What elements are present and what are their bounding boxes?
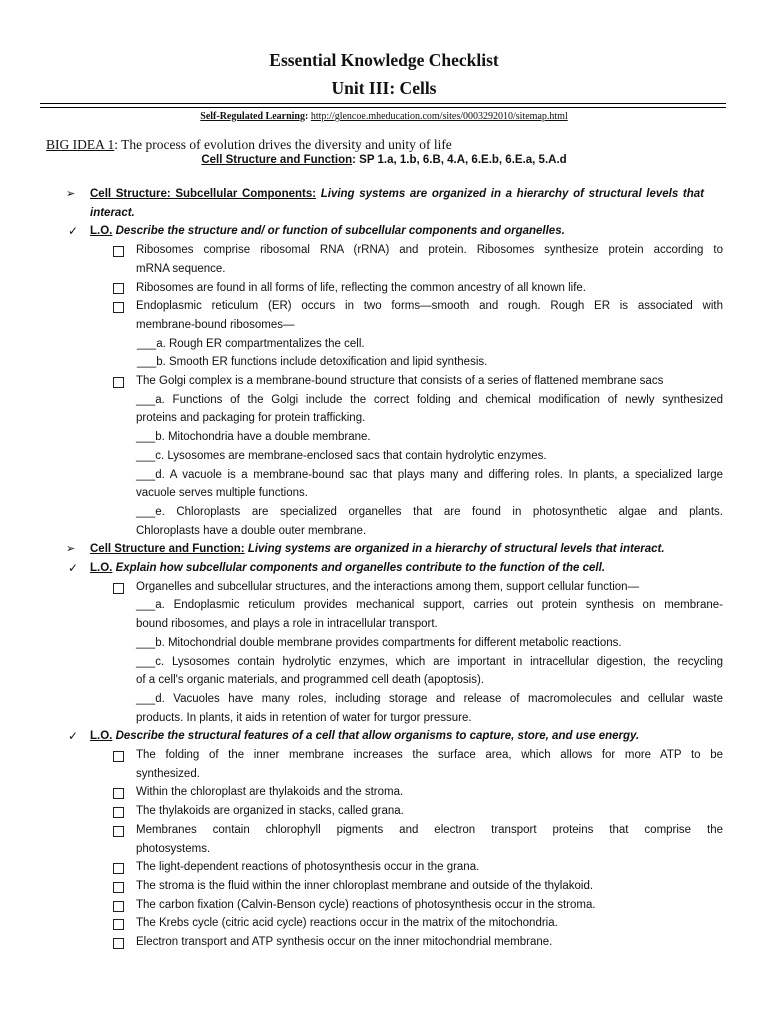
checkbox[interactable] bbox=[113, 882, 124, 893]
sub-item: ___c. Lysosomes contain hydrolytic enzymes, which are important in intracellular digestion, the recycling bbox=[136, 655, 723, 668]
learning-objective-1: L.O. Describe the structure and/ or function of subcellular components and organelles. bbox=[90, 225, 565, 238]
subheading-text: : SP 1.a, 1.b, 6.B, 4.A, 6.E.b, 6.E.a, 5.A.d bbox=[352, 154, 567, 166]
checkbox[interactable] bbox=[113, 938, 124, 949]
checkbox[interactable] bbox=[113, 246, 124, 257]
page-title: Essential Knowledge Checklist bbox=[269, 50, 499, 70]
check-icon: ✓ bbox=[68, 561, 79, 575]
sub-item: ___b. Mitochondria have a double membrane. bbox=[136, 431, 371, 444]
section-heading-function: Cell Structure and Function: Living systems are organized in a hierarchy of structural levels that interact. bbox=[90, 543, 665, 556]
list-item: Within the chloroplast are thylakoids and the stroma. bbox=[136, 786, 404, 799]
checkbox[interactable] bbox=[113, 283, 124, 294]
list-item: The light-dependent reactions of photosynthesis occur in the grana. bbox=[136, 861, 480, 874]
sub-item-cont: vacuole serves multiple functions. bbox=[136, 487, 308, 500]
learning-objective-3: L.O. Describe the structural features of a cell that allow organisms to capture, store, and use energy. bbox=[90, 730, 640, 743]
sub-item: ___e. Chloroplasts are specialized organelles that are found in photosynthetic algae and plants. bbox=[136, 505, 723, 518]
section-heading-subcellular: Cell Structure: Subcellular Components: Living systems are organized in a hierarchy of structural levels that bbox=[90, 188, 704, 200]
checkbox[interactable] bbox=[113, 826, 124, 837]
list-item-cont: synthesized. bbox=[136, 767, 200, 780]
checkbox[interactable] bbox=[113, 901, 124, 912]
sub-item: ___a. Rough ER compartmentalizes the cell. bbox=[137, 337, 365, 350]
checkbox[interactable] bbox=[113, 788, 124, 799]
learning-objective-2: L.O. Explain how subcellular components and organelles contribute to the function of the cell. bbox=[90, 562, 606, 574]
sub-item: ___d. A vacuole is a membrane-bound sac that plays many and differing roles. In plants, a specialized large bbox=[136, 468, 723, 481]
sub-item-cont: products. In plants, it aids in retention of water for turgor pressure. bbox=[136, 711, 472, 724]
sub-item: ___c. Lysosomes are membrane-enclosed sacs that contain hydrolytic enzymes. bbox=[136, 449, 547, 462]
arrow-bullet-icon: ➢ bbox=[66, 543, 76, 556]
big-idea-heading bbox=[46, 137, 452, 153]
list-item: Organelles and subcellular structures, and the interactions among them, support cellular function— bbox=[136, 580, 640, 593]
checkbox[interactable] bbox=[113, 863, 124, 874]
list-item: The Krebs cycle (citric acid cycle) reactions occur in the matrix of the mitochondria. bbox=[136, 917, 558, 930]
sub-item-cont: Chloroplasts have a double outer membrane. bbox=[136, 524, 367, 537]
sub-item: ___b. Smooth ER functions include detoxification and lipid synthesis. bbox=[137, 356, 488, 369]
sub-item: ___d. Vacuoles have many roles, including storage and release of macromolecules and cellular waste bbox=[136, 692, 723, 705]
list-item: The folding of the inner membrane increases the surface area, which allows for more ATP to be bbox=[136, 749, 723, 761]
sub-item: ___a. Functions of the Golgi include the correct folding and chemical modification of newly synthesized bbox=[136, 393, 723, 406]
page-subtitle: Unit III: Cells bbox=[331, 78, 437, 98]
checkbox[interactable] bbox=[113, 583, 124, 594]
srl-label: Self-Regulated Learning bbox=[200, 111, 305, 122]
list-item: The carbon fixation (Calvin-Benson cycle) reactions of photosynthesis occur in the stroma. bbox=[136, 898, 596, 911]
arrow-bullet-icon: ➢ bbox=[66, 188, 76, 200]
list-item-cont: membrane-bound ribosomes— bbox=[136, 318, 295, 331]
checkbox[interactable] bbox=[113, 807, 124, 818]
checkbox[interactable] bbox=[113, 377, 124, 388]
sub-item-cont: of a cell's organic materials, and programmed cell death (apoptosis). bbox=[136, 674, 485, 687]
big-idea-text: : The process of evolution drives the diversity and unity of life bbox=[114, 137, 452, 152]
list-item: Endoplasmic reticulum (ER) occurs in two forms—smooth and rough. Rough ER is associated with bbox=[136, 300, 723, 313]
checkbox[interactable] bbox=[113, 751, 124, 762]
list-item-cont: mRNA sequence. bbox=[136, 262, 226, 275]
big-idea-label: BIG IDEA 1 bbox=[46, 137, 115, 152]
check-icon: ✓ bbox=[68, 224, 79, 239]
self-regulated-learning-line: Self-Regulated Learning: http://glencoe.mheducation.com/sites/0003292010/sitemap.html bbox=[200, 111, 568, 122]
list-item-cont: photosystems. bbox=[136, 842, 211, 855]
section-heading-subcellular-cont: interact. bbox=[90, 206, 135, 219]
list-item: The stroma is the fluid within the inner chloroplast membrane and outside of the thylakoid. bbox=[136, 879, 594, 892]
checkbox[interactable] bbox=[113, 919, 124, 930]
sub-item: ___b. Mitochondrial double membrane provides compartments for different metabolic reactions. bbox=[136, 636, 622, 649]
sub-item-cont: bound ribosomes, and plays a role in intracellular transport. bbox=[136, 618, 438, 631]
list-item: The Golgi complex is a membrane-bound structure that consists of a series of flattened membrane sacs bbox=[136, 375, 664, 387]
list-item: The thylakoids are organized in stacks, called grana. bbox=[136, 805, 404, 818]
sub-item: ___a. Endoplasmic reticulum provides mechanical support, carries out protein synthesis on membrane- bbox=[136, 599, 723, 612]
list-item: Electron transport and ATP synthesis occur on the inner mitochondrial membrane. bbox=[136, 936, 553, 948]
title-rule-thin bbox=[40, 107, 726, 108]
cell-structure-subheading bbox=[0, 154, 768, 166]
list-item: Ribosomes comprise ribosomal RNA (rRNA) and protein. Ribosomes synthesize protein according to bbox=[136, 244, 723, 257]
sub-item-cont: proteins and packaging for protein trafficking. bbox=[136, 412, 366, 425]
srl-link[interactable]: http://glencoe.mheducation.com/sites/0003292010/sitemap.html bbox=[310, 111, 568, 122]
subheading-label: Cell Structure and Function bbox=[201, 154, 353, 166]
checkbox[interactable] bbox=[113, 302, 124, 313]
title-rule-thick bbox=[40, 103, 726, 104]
list-item: Ribosomes are found in all forms of life, reflecting the common ancestry of all known life. bbox=[136, 281, 586, 294]
check-icon: ✓ bbox=[68, 729, 79, 744]
list-item: Membranes contain chlorophyll pigments and electron transport proteins that comprise the bbox=[136, 823, 723, 836]
